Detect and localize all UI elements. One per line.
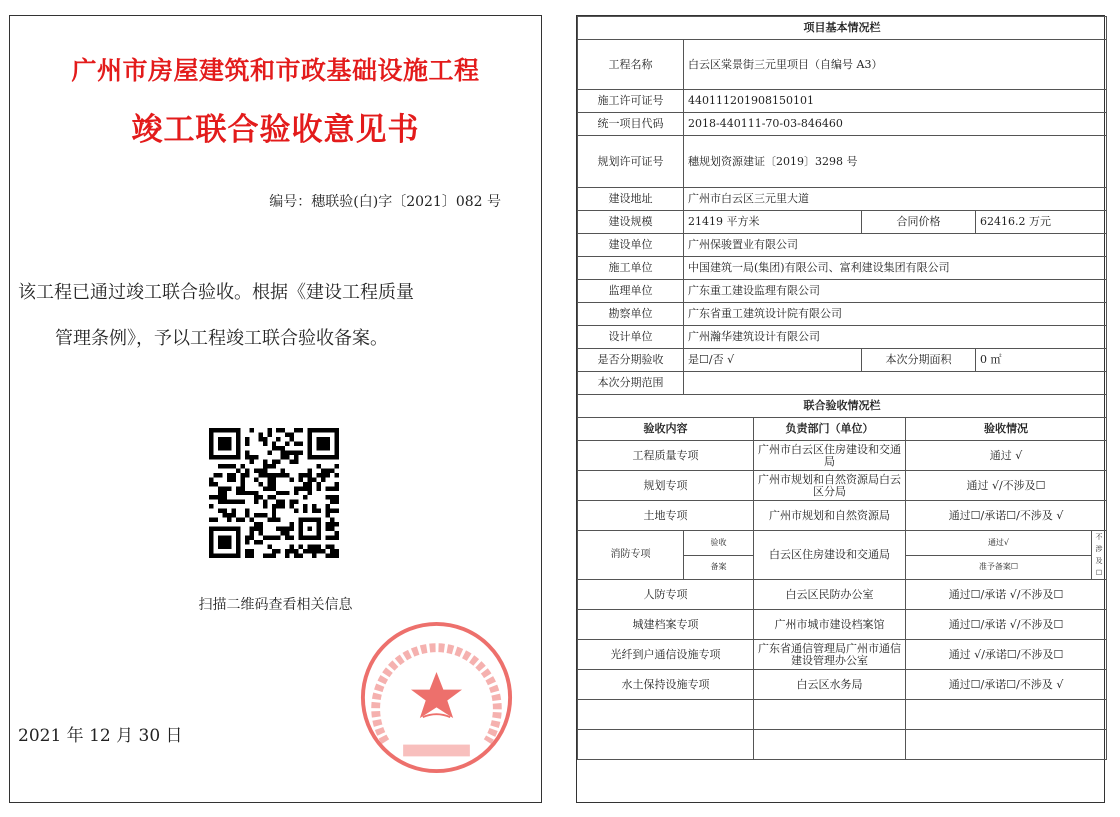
surveyor-value: 广东省重工建筑设计院有限公司 [684, 303, 1107, 326]
stage-scope-value [684, 372, 1107, 395]
planning-permit-value: 穗规划资源建证〔2019〕3298 号 [684, 136, 1107, 188]
field-label: 设计单位 [578, 326, 684, 349]
table-row [578, 471, 1107, 501]
fire-result-pass: 通过√ [906, 531, 1092, 556]
info-table [577, 16, 1107, 760]
column-header: 验收内容 [578, 418, 754, 441]
price-value: 62416.2 万元 [976, 211, 1107, 234]
field-label: 工程名称 [578, 40, 684, 90]
field-label: 本次分期范围 [578, 372, 684, 395]
field-label: 勘察单位 [578, 303, 684, 326]
staged-value: 是☐/否 √ [684, 349, 862, 372]
acceptance-result: 通过 √/不涉及☐ [906, 471, 1107, 501]
acceptance-result: 通过☐/承诺 √/不涉及☐ [906, 610, 1107, 640]
table-row [578, 580, 1107, 610]
acceptance-heading: 联合验收情况栏 [578, 395, 1107, 418]
field-label: 施工许可证号 [578, 90, 684, 113]
scale-value: 21419 平方米 [684, 211, 862, 234]
construction-permit-value: 440111201908150101 [684, 90, 1107, 113]
field-label: 是否分期验收 [578, 349, 684, 372]
empty-row [578, 700, 1107, 730]
project-code-value: 2018-440111-70-03-846460 [684, 113, 1107, 136]
acceptance-dept: 广州市规划和自然资源局白云区分局 [754, 471, 906, 501]
field-label: 施工单位 [578, 257, 684, 280]
address-value: 广州市白云区三元里大道 [684, 188, 1107, 211]
acceptance-item: 光纤到户通信设施专项 [578, 640, 754, 670]
acceptance-dept: 白云区水务局 [754, 670, 906, 700]
document-number: 编号：穗联验(白)字〔2021〕082 号 [269, 194, 501, 210]
table-row [578, 640, 1107, 670]
acceptance-dept: 广州市规划和自然资源局 [754, 501, 906, 531]
project-name-value: 白云区棠景街三元里项目（自编号 A3） [684, 40, 1107, 90]
field-label: 监理单位 [578, 280, 684, 303]
qr-code-icon[interactable] [209, 428, 339, 558]
table-row [578, 670, 1107, 700]
table-row [578, 441, 1107, 471]
field-label: 规划许可证号 [578, 136, 684, 188]
field-label: 建设单位 [578, 234, 684, 257]
certificate-page [9, 15, 542, 803]
acceptance-result: 通过☐/承诺 √/不涉及☐ [906, 580, 1107, 610]
acceptance-result: 通过☐/承诺☐/不涉及 √ [906, 501, 1107, 531]
acceptance-dept: 白云区住房建设和交通局 [754, 531, 906, 580]
acceptance-result: 通过 √/承诺☐/不涉及☐ [906, 640, 1107, 670]
acceptance-item: 工程质量专项 [578, 441, 754, 471]
field-label: 建设规模 [578, 211, 684, 234]
scan-caption: 扫描二维码查看相关信息 [198, 597, 353, 613]
builder-value: 广州保骏置业有限公司 [684, 234, 1107, 257]
issue-date: 2021 年 12 月 30 日 [18, 726, 183, 746]
supervisor-value: 广东重工建设监理有限公司 [684, 280, 1107, 303]
table-row [578, 610, 1107, 640]
acceptance-dept: 广东省通信管理局广州市通信建设管理办公室 [754, 640, 906, 670]
column-header: 验收情况 [906, 418, 1107, 441]
acceptance-dept: 白云区民防办公室 [754, 580, 906, 610]
table-row [578, 501, 1107, 531]
designer-value: 广州瀚华建筑设计有限公司 [684, 326, 1107, 349]
table-row [578, 531, 1107, 556]
project-info-heading: 项目基本情况栏 [578, 17, 1107, 40]
acceptance-result: 通过 √ [906, 441, 1107, 471]
acceptance-item: 消防专项 [578, 531, 684, 580]
fire-sub-label: 验收 [684, 531, 754, 556]
fire-result-na: 不涉及☐ [1092, 531, 1107, 580]
acceptance-item: 规划专项 [578, 471, 754, 501]
field-label: 本次分期面积 [862, 349, 976, 372]
fire-sub-label: 备案 [684, 555, 754, 580]
contractor-value: 中国建筑一局(集团)有限公司、富利建设集团有限公司 [684, 257, 1107, 280]
certificate-title-line2: 竣工联合验收意见书 [131, 112, 420, 148]
column-header: 负责部门（单位） [754, 418, 906, 441]
acceptance-dept: 广州市白云区住房建设和交通局 [754, 441, 906, 471]
fire-result-filing: 准予备案☐ [906, 555, 1092, 580]
official-seal-icon [358, 619, 515, 776]
certificate-title-line1: 广州市房屋建筑和市政基础设施工程 [71, 56, 480, 85]
field-label: 统一项目代码 [578, 113, 684, 136]
field-label: 建设地址 [578, 188, 684, 211]
acceptance-item: 城建档案专项 [578, 610, 754, 640]
empty-row [578, 730, 1107, 760]
acceptance-result: 通过☐/承诺☐/不涉及 √ [906, 670, 1107, 700]
certificate-body-line2: 管理条例》，予以工程竣工联合验收备案。 [55, 328, 388, 349]
field-label: 合同价格 [862, 211, 976, 234]
certificate-body-line1: 该工程已通过竣工联合验收。根据《建设工程质量 [18, 282, 414, 303]
stage-area-value: 0 ㎡ [976, 349, 1107, 372]
info-page [576, 15, 1105, 803]
acceptance-item: 土地专项 [578, 501, 754, 531]
acceptance-item: 人防专项 [578, 580, 754, 610]
acceptance-dept: 广州市城市建设档案馆 [754, 610, 906, 640]
acceptance-item: 水土保持设施专项 [578, 670, 754, 700]
